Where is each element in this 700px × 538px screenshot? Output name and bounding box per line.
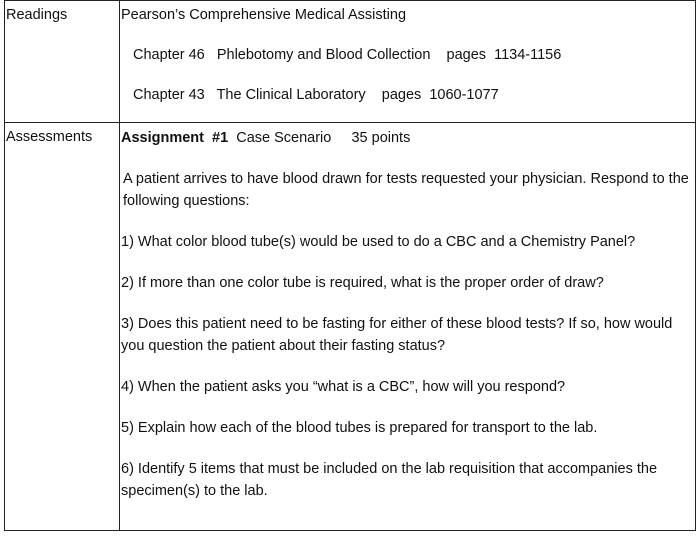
assessments-label-cell xyxy=(5,123,120,531)
assignment-details: Case Scenario 35 points xyxy=(228,130,411,146)
question-5: 5) Explain how each of the blood tubes is prepared for transport to the lab. xyxy=(121,420,598,436)
readings-content-cell xyxy=(120,1,696,123)
assessments-row xyxy=(5,123,696,531)
question-3: 3) Does this patient need to be fasting for either of these blood tests? If so, how would you question the patient about their fasting status? xyxy=(121,316,673,354)
course-table xyxy=(4,0,696,531)
readings-label: Readings xyxy=(6,7,68,23)
question-4: 4) When the patient asks you “what is a CBC”, how will you respond? xyxy=(121,379,566,395)
chapter-46-line: Chapter 46 Phlebotomy and Blood Collection pages 1134-1156 xyxy=(133,47,562,63)
chapter-43-line: Chapter 43 The Clinical Laboratory pages 1060-1077 xyxy=(133,87,499,103)
question-1: 1) What color blood tube(s) would be used to do a CBC and a Chemistry Panel? xyxy=(121,234,636,250)
readings-label-cell xyxy=(5,1,120,123)
textbook-title: Pearson’s Comprehensive Medical Assisting xyxy=(121,7,407,23)
assessments-label: Assessments xyxy=(6,129,93,145)
scenario-intro: A patient arrives to have blood drawn for tests requested your physician. Respond to the following questions: xyxy=(123,171,689,209)
readings-row xyxy=(5,1,696,123)
assignment-title: Assignment #1 xyxy=(121,130,229,146)
assignment-heading xyxy=(120,123,695,148)
question-6: 6) Identify 5 items that must be included on the lab requisition that accompanies the specimen(s) to the lab. xyxy=(121,461,658,499)
question-2: 2) If more than one color tube is required, what is the proper order of draw? xyxy=(121,275,604,291)
assessments-content-cell xyxy=(120,123,696,531)
